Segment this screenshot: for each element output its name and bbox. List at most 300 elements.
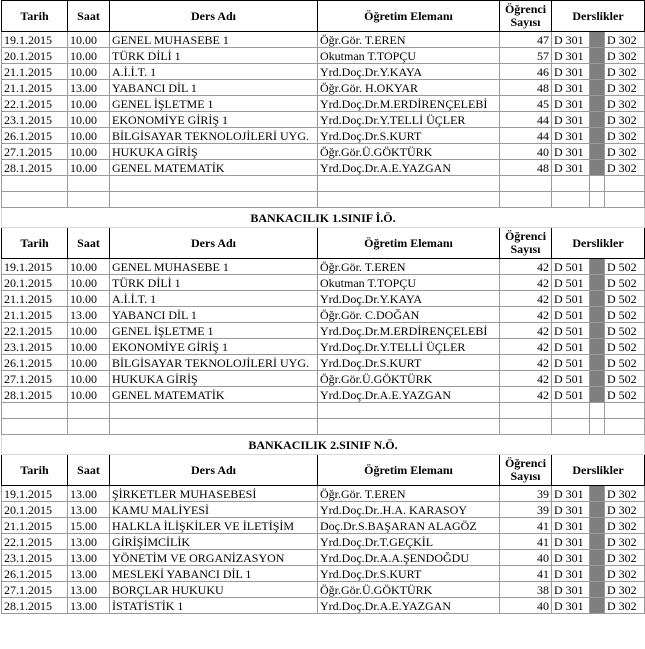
cell-ogretim-elemani: Öğr.Gör. H.OKYAR	[318, 80, 500, 96]
cell-saat: 13.00	[68, 598, 110, 614]
cell-tarih: 28.1.2015	[2, 387, 68, 403]
header-saat: Saat	[68, 1, 110, 32]
table-row	[2, 371, 645, 387]
derslik-separator	[590, 291, 605, 307]
cell-ogretim-elemani: Yrd.Doç.Dr.M.ERDİRENÇELEBİ	[318, 323, 500, 339]
cell-tarih: 19.1.2015	[2, 486, 68, 502]
cell-ogretim-elemani: Okutman T.TOPÇU	[318, 48, 500, 64]
header-ogrenci-sayisi	[500, 455, 552, 486]
derslik-separator	[590, 387, 605, 403]
cell-saat: 10.00	[68, 160, 110, 176]
cell-derslik-1: D 301	[552, 566, 590, 582]
cell-derslik-1: D 501	[552, 259, 590, 275]
table-row	[2, 534, 645, 550]
header-ders-adi: Ders Adı	[110, 228, 318, 259]
cell-ogrenci-sayisi: 46	[500, 64, 552, 80]
cell-ders-adi: GENEL MATEMATİK	[110, 160, 318, 176]
derslik-separator	[590, 144, 605, 160]
blank-cell	[590, 192, 605, 208]
table-row	[2, 598, 645, 614]
cell-derslik-2: D 302	[605, 96, 645, 112]
header-ogrenci-line2: Sayısı	[510, 469, 541, 483]
blank-cell	[318, 419, 500, 435]
cell-ogretim-elemani: Yrd.Doç.Dr.Y.KAYA	[318, 64, 500, 80]
table-row	[2, 339, 645, 355]
cell-saat: 13.00	[68, 502, 110, 518]
header-ogrenci-line2: Sayısı	[510, 15, 541, 29]
cell-tarih: 28.1.2015	[2, 598, 68, 614]
cell-ogrenci-sayisi: 45	[500, 96, 552, 112]
cell-tarih: 27.1.2015	[2, 582, 68, 598]
cell-tarih: 23.1.2015	[2, 550, 68, 566]
cell-derslik-2: D 302	[605, 566, 645, 582]
cell-derslik-2: D 302	[605, 32, 645, 48]
cell-derslik-1: D 301	[552, 96, 590, 112]
cell-ogretim-elemani: Öğr.Gör. T.EREN	[318, 486, 500, 502]
cell-derslik-1: D 301	[552, 598, 590, 614]
table-row	[2, 502, 645, 518]
header-row	[2, 1, 645, 32]
cell-saat: 10.00	[68, 355, 110, 371]
cell-derslik-1: D 501	[552, 291, 590, 307]
blank-cell	[2, 403, 68, 419]
section-title: BANKACILIK 2.SINIF N.Ö.	[2, 435, 645, 455]
blank-cell	[110, 403, 318, 419]
derslik-separator	[590, 307, 605, 323]
cell-ogretim-elemani: Öğr.Gör. T.EREN	[318, 32, 500, 48]
header-derslikler: Derslikler	[552, 1, 645, 32]
cell-ogrenci-sayisi: 44	[500, 128, 552, 144]
cell-ogretim-elemani: Öğr.Gör. C.DOĞAN	[318, 307, 500, 323]
cell-ogrenci-sayisi: 47	[500, 32, 552, 48]
table-row	[2, 387, 645, 403]
derslik-separator	[590, 160, 605, 176]
cell-derslik-2: D 502	[605, 371, 645, 387]
cell-ders-adi: HUKUKA GİRİŞ	[110, 371, 318, 387]
blank-cell	[68, 176, 110, 192]
cell-derslik-1: D 301	[552, 144, 590, 160]
cell-ogretim-elemani: Yrd.Doç.Dr.Y.TELLİ ÜÇLER	[318, 112, 500, 128]
cell-ders-adi: KAMU MALİYESİ	[110, 502, 318, 518]
header-ders-adi: Ders Adı	[110, 455, 318, 486]
cell-tarih: 19.1.2015	[2, 32, 68, 48]
cell-ogretim-elemani: Öğr.Gör.Ü.GÖKTÜRK	[318, 582, 500, 598]
cell-ogretim-elemani: Yrd.Doç.Dr.S.KURT	[318, 355, 500, 371]
cell-ders-adi: HUKUKA GİRİŞ	[110, 144, 318, 160]
cell-saat: 10.00	[68, 339, 110, 355]
cell-ders-adi: BORÇLAR HUKUKU	[110, 582, 318, 598]
header-tarih: Tarih	[2, 1, 68, 32]
cell-derslik-2: D 302	[605, 128, 645, 144]
cell-derslik-1: D 301	[552, 486, 590, 502]
blank-cell	[110, 176, 318, 192]
cell-ogretim-elemani: Öğr.Gör.Ü.GÖKTÜRK	[318, 144, 500, 160]
cell-derslik-2: D 302	[605, 80, 645, 96]
header-ogrenci-line2: Sayısı	[510, 242, 541, 256]
blank-cell	[605, 403, 645, 419]
blank-cell	[605, 419, 645, 435]
cell-derslik-1: D 301	[552, 502, 590, 518]
cell-ders-adi: YABANCI DİL 1	[110, 80, 318, 96]
cell-saat: 10.00	[68, 144, 110, 160]
cell-derslik-2: D 502	[605, 275, 645, 291]
cell-ogrenci-sayisi: 40	[500, 598, 552, 614]
cell-derslik-1: D 501	[552, 307, 590, 323]
cell-ders-adi: İSTATİSTİK 1	[110, 598, 318, 614]
cell-ogrenci-sayisi: 42	[500, 339, 552, 355]
cell-ders-adi: ŞİRKETLER MUHASEBESİ	[110, 486, 318, 502]
cell-derslik-2: D 502	[605, 291, 645, 307]
table-row	[2, 64, 645, 80]
blank-cell	[110, 419, 318, 435]
table-row	[2, 566, 645, 582]
cell-ogrenci-sayisi: 42	[500, 275, 552, 291]
header-saat: Saat	[68, 455, 110, 486]
cell-ogrenci-sayisi: 41	[500, 534, 552, 550]
cell-saat: 10.00	[68, 371, 110, 387]
cell-ogretim-elemani: Yrd.Doç.Dr.Y.KAYA	[318, 291, 500, 307]
cell-ogretim-elemani: Yrd.Doç.Dr.A.A.ŞENDOĞDU	[318, 550, 500, 566]
cell-ders-adi: EKONOMİYE GİRİŞ 1	[110, 112, 318, 128]
cell-tarih: 22.1.2015	[2, 96, 68, 112]
header-ogretim-elemani: Öğretim Elemanı	[318, 1, 500, 32]
cell-tarih: 27.1.2015	[2, 371, 68, 387]
cell-saat: 10.00	[68, 96, 110, 112]
cell-tarih: 22.1.2015	[2, 323, 68, 339]
blank-row	[2, 419, 645, 435]
cell-derslik-1: D 301	[552, 80, 590, 96]
cell-tarih: 23.1.2015	[2, 339, 68, 355]
header-row	[2, 455, 645, 486]
cell-saat: 10.00	[68, 259, 110, 275]
blank-cell	[590, 419, 605, 435]
blank-cell	[110, 192, 318, 208]
derslik-separator	[590, 339, 605, 355]
header-ogrenci-sayisi	[500, 1, 552, 32]
table-row	[2, 550, 645, 566]
cell-ogrenci-sayisi: 41	[500, 566, 552, 582]
blank-cell	[2, 419, 68, 435]
cell-tarih: 23.1.2015	[2, 112, 68, 128]
cell-ders-adi: TÜRK DİLİ 1	[110, 48, 318, 64]
section-title-row	[2, 208, 645, 228]
cell-tarih: 21.1.2015	[2, 64, 68, 80]
cell-saat: 13.00	[68, 582, 110, 598]
table-row	[2, 160, 645, 176]
cell-ogretim-elemani: Yrd.Doç.Dr.S.KURT	[318, 128, 500, 144]
cell-tarih: 19.1.2015	[2, 259, 68, 275]
cell-saat: 10.00	[68, 48, 110, 64]
cell-ders-adi: A.İ.İ.T. 1	[110, 64, 318, 80]
header-ogrenci-line1: Öğrenci	[504, 2, 547, 16]
cell-derslik-1: D 501	[552, 339, 590, 355]
cell-ogrenci-sayisi: 42	[500, 371, 552, 387]
cell-saat: 15.00	[68, 518, 110, 534]
cell-saat: 10.00	[68, 32, 110, 48]
derslik-separator	[590, 96, 605, 112]
header-ogrenci-sayisi	[500, 228, 552, 259]
cell-saat: 13.00	[68, 566, 110, 582]
cell-tarih: 20.1.2015	[2, 48, 68, 64]
cell-tarih: 22.1.2015	[2, 534, 68, 550]
cell-derslik-1: D 501	[552, 323, 590, 339]
cell-derslik-1: D 301	[552, 582, 590, 598]
cell-ders-adi: HALKLA İLİŞKİLER VE İLETİŞİM	[110, 518, 318, 534]
cell-derslik-1: D 301	[552, 32, 590, 48]
cell-ogrenci-sayisi: 41	[500, 518, 552, 534]
blank-cell	[68, 419, 110, 435]
table-row	[2, 259, 645, 275]
blank-cell	[552, 192, 590, 208]
cell-ogrenci-sayisi: 40	[500, 550, 552, 566]
derslik-separator	[590, 566, 605, 582]
cell-ogretim-elemani: Yrd.Doç.Dr.A.E.YAZGAN	[318, 387, 500, 403]
blank-cell	[68, 192, 110, 208]
derslik-separator	[590, 128, 605, 144]
header-ogretim-elemani: Öğretim Elemanı	[318, 455, 500, 486]
cell-ders-adi: GENEL MUHASEBE 1	[110, 32, 318, 48]
blank-cell	[552, 419, 590, 435]
header-derslikler: Derslikler	[552, 455, 645, 486]
header-saat: Saat	[68, 228, 110, 259]
cell-derslik-1: D 501	[552, 387, 590, 403]
table-row	[2, 275, 645, 291]
blank-row	[2, 176, 645, 192]
cell-saat: 13.00	[68, 534, 110, 550]
derslik-separator	[590, 259, 605, 275]
cell-ogretim-elemani: Yrd.Doç.Dr.A.E.YAZGAN	[318, 160, 500, 176]
header-tarih: Tarih	[2, 228, 68, 259]
table-row	[2, 32, 645, 48]
cell-tarih: 21.1.2015	[2, 291, 68, 307]
cell-derslik-2: D 502	[605, 355, 645, 371]
table-row	[2, 48, 645, 64]
cell-ogretim-elemani: Yrd.Doç.Dr.S.KURT	[318, 566, 500, 582]
derslik-separator	[590, 64, 605, 80]
cell-tarih: 26.1.2015	[2, 566, 68, 582]
cell-derslik-2: D 502	[605, 339, 645, 355]
cell-derslik-1: D 301	[552, 160, 590, 176]
blank-cell	[2, 192, 68, 208]
cell-derslik-2: D 302	[605, 534, 645, 550]
blank-cell	[605, 192, 645, 208]
table-row	[2, 144, 645, 160]
table-row	[2, 582, 645, 598]
cell-ogrenci-sayisi: 44	[500, 112, 552, 128]
cell-derslik-2: D 502	[605, 307, 645, 323]
header-tarih: Tarih	[2, 455, 68, 486]
cell-derslik-2: D 502	[605, 323, 645, 339]
cell-ogrenci-sayisi: 48	[500, 160, 552, 176]
header-ogretim-elemani: Öğretim Elemanı	[318, 228, 500, 259]
cell-derslik-1: D 301	[552, 112, 590, 128]
cell-ogrenci-sayisi: 39	[500, 502, 552, 518]
table-row	[2, 323, 645, 339]
cell-saat: 10.00	[68, 112, 110, 128]
cell-ders-adi: GENEL MATEMATİK	[110, 387, 318, 403]
cell-derslik-1: D 501	[552, 371, 590, 387]
cell-derslik-1: D 301	[552, 518, 590, 534]
section-title: BANKACILIK 1.SINIF İ.Ö.	[2, 208, 645, 228]
cell-tarih: 21.1.2015	[2, 307, 68, 323]
cell-saat: 13.00	[68, 80, 110, 96]
cell-ogretim-elemani: Yrd.Doç.Dr.Y.TELLİ ÜÇLER	[318, 339, 500, 355]
header-row	[2, 228, 645, 259]
cell-ders-adi: A.İ.İ.T. 1	[110, 291, 318, 307]
blank-cell	[552, 176, 590, 192]
table-row	[2, 96, 645, 112]
cell-ders-adi: GİRİŞİMCİLİK	[110, 534, 318, 550]
cell-ders-adi: TÜRK DİLİ 1	[110, 275, 318, 291]
derslik-separator	[590, 486, 605, 502]
derslik-separator	[590, 598, 605, 614]
cell-ders-adi: YABANCI DİL 1	[110, 307, 318, 323]
cell-derslik-2: D 302	[605, 550, 645, 566]
header-ogrenci-line1: Öğrenci	[504, 456, 547, 470]
cell-derslik-2: D 302	[605, 598, 645, 614]
section-title-row	[2, 435, 645, 455]
blank-row	[2, 192, 645, 208]
table-row	[2, 518, 645, 534]
cell-ogretim-elemani: Okutman T.TOPÇU	[318, 275, 500, 291]
cell-saat: 13.00	[68, 307, 110, 323]
cell-ders-adi: GENEL MUHASEBE 1	[110, 259, 318, 275]
table-row	[2, 112, 645, 128]
cell-derslik-1: D 301	[552, 64, 590, 80]
cell-ogrenci-sayisi: 42	[500, 355, 552, 371]
derslik-separator	[590, 582, 605, 598]
derslik-separator	[590, 323, 605, 339]
cell-tarih: 28.1.2015	[2, 160, 68, 176]
cell-tarih: 20.1.2015	[2, 502, 68, 518]
cell-derslik-2: D 302	[605, 518, 645, 534]
cell-saat: 10.00	[68, 291, 110, 307]
blank-cell	[590, 403, 605, 419]
cell-ogrenci-sayisi: 38	[500, 582, 552, 598]
derslik-separator	[590, 275, 605, 291]
blank-cell	[2, 176, 68, 192]
cell-ders-adi: BİLGİSAYAR TEKNOLOJİLERİ UYG.	[110, 128, 318, 144]
cell-derslik-2: D 302	[605, 144, 645, 160]
derslik-separator	[590, 534, 605, 550]
cell-ders-adi: MESLEKİ YABANCI DİL 1	[110, 566, 318, 582]
cell-ogrenci-sayisi: 57	[500, 48, 552, 64]
cell-saat: 10.00	[68, 128, 110, 144]
cell-derslik-2: D 502	[605, 259, 645, 275]
derslik-separator	[590, 550, 605, 566]
header-ders-adi: Ders Adı	[110, 1, 318, 32]
cell-ogrenci-sayisi: 42	[500, 291, 552, 307]
blank-cell	[318, 176, 500, 192]
blank-row	[2, 403, 645, 419]
cell-derslik-1: D 301	[552, 534, 590, 550]
cell-saat: 10.00	[68, 387, 110, 403]
cell-ogretim-elemani: Yrd.Doç.Dr.T.GEÇKİL	[318, 534, 500, 550]
cell-ogrenci-sayisi: 40	[500, 144, 552, 160]
blank-cell	[500, 176, 552, 192]
derslik-separator	[590, 112, 605, 128]
cell-ders-adi: EKONOMİYE GİRİŞ 1	[110, 339, 318, 355]
cell-derslik-1: D 301	[552, 128, 590, 144]
cell-ogrenci-sayisi: 42	[500, 323, 552, 339]
schedule-body	[2, 1, 645, 614]
header-ogrenci-line1: Öğrenci	[504, 229, 547, 243]
cell-derslik-1: D 301	[552, 550, 590, 566]
cell-ders-adi: YÖNETİM VE ORGANİZASYON	[110, 550, 318, 566]
cell-ogrenci-sayisi: 42	[500, 259, 552, 275]
cell-tarih: 26.1.2015	[2, 355, 68, 371]
cell-ders-adi: GENEL İŞLETME 1	[110, 96, 318, 112]
cell-saat: 13.00	[68, 550, 110, 566]
cell-saat: 10.00	[68, 64, 110, 80]
cell-derslik-2: D 302	[605, 48, 645, 64]
cell-ogretim-elemani: Yrd.Doç.Dr.A.E.YAZGAN	[318, 598, 500, 614]
cell-derslik-1: D 301	[552, 48, 590, 64]
derslik-separator	[590, 518, 605, 534]
cell-ogrenci-sayisi: 42	[500, 387, 552, 403]
cell-ogrenci-sayisi: 48	[500, 80, 552, 96]
table-row	[2, 355, 645, 371]
derslik-separator	[590, 80, 605, 96]
header-derslikler: Derslikler	[552, 228, 645, 259]
cell-ogrenci-sayisi: 39	[500, 486, 552, 502]
cell-saat: 13.00	[68, 486, 110, 502]
cell-saat: 10.00	[68, 275, 110, 291]
cell-tarih: 21.1.2015	[2, 80, 68, 96]
cell-derslik-2: D 302	[605, 486, 645, 502]
cell-tarih: 27.1.2015	[2, 144, 68, 160]
table-row	[2, 80, 645, 96]
cell-derslik-2: D 302	[605, 64, 645, 80]
blank-cell	[68, 403, 110, 419]
cell-derslik-2: D 302	[605, 160, 645, 176]
cell-derslik-2: D 302	[605, 502, 645, 518]
cell-ogretim-elemani: Öğr.Gör. T.EREN	[318, 259, 500, 275]
cell-derslik-2: D 302	[605, 582, 645, 598]
blank-cell	[590, 176, 605, 192]
blank-cell	[318, 192, 500, 208]
table-row	[2, 307, 645, 323]
cell-ders-adi: BİLGİSAYAR TEKNOLOJİLERİ UYG.	[110, 355, 318, 371]
cell-ogretim-elemani: Yrd.Doç.Dr.M.ERDİRENÇELEBİ	[318, 96, 500, 112]
blank-cell	[318, 403, 500, 419]
derslik-separator	[590, 502, 605, 518]
cell-derslik-2: D 302	[605, 112, 645, 128]
cell-ders-adi: GENEL İŞLETME 1	[110, 323, 318, 339]
table-row	[2, 486, 645, 502]
derslik-separator	[590, 355, 605, 371]
exam-schedule-table	[1, 0, 645, 614]
blank-cell	[500, 419, 552, 435]
cell-ogretim-elemani: Yrd.Doç.Dr..H.A. KARASOY	[318, 502, 500, 518]
table-row	[2, 128, 645, 144]
cell-derslik-1: D 501	[552, 355, 590, 371]
table-row	[2, 291, 645, 307]
cell-derslik-2: D 502	[605, 387, 645, 403]
cell-tarih: 26.1.2015	[2, 128, 68, 144]
cell-derslik-1: D 501	[552, 275, 590, 291]
blank-cell	[500, 403, 552, 419]
cell-tarih: 20.1.2015	[2, 275, 68, 291]
cell-ogrenci-sayisi: 42	[500, 307, 552, 323]
blank-cell	[605, 176, 645, 192]
derslik-separator	[590, 371, 605, 387]
blank-cell	[552, 403, 590, 419]
derslik-separator	[590, 32, 605, 48]
blank-cell	[500, 192, 552, 208]
cell-saat: 10.00	[68, 323, 110, 339]
derslik-separator	[590, 48, 605, 64]
